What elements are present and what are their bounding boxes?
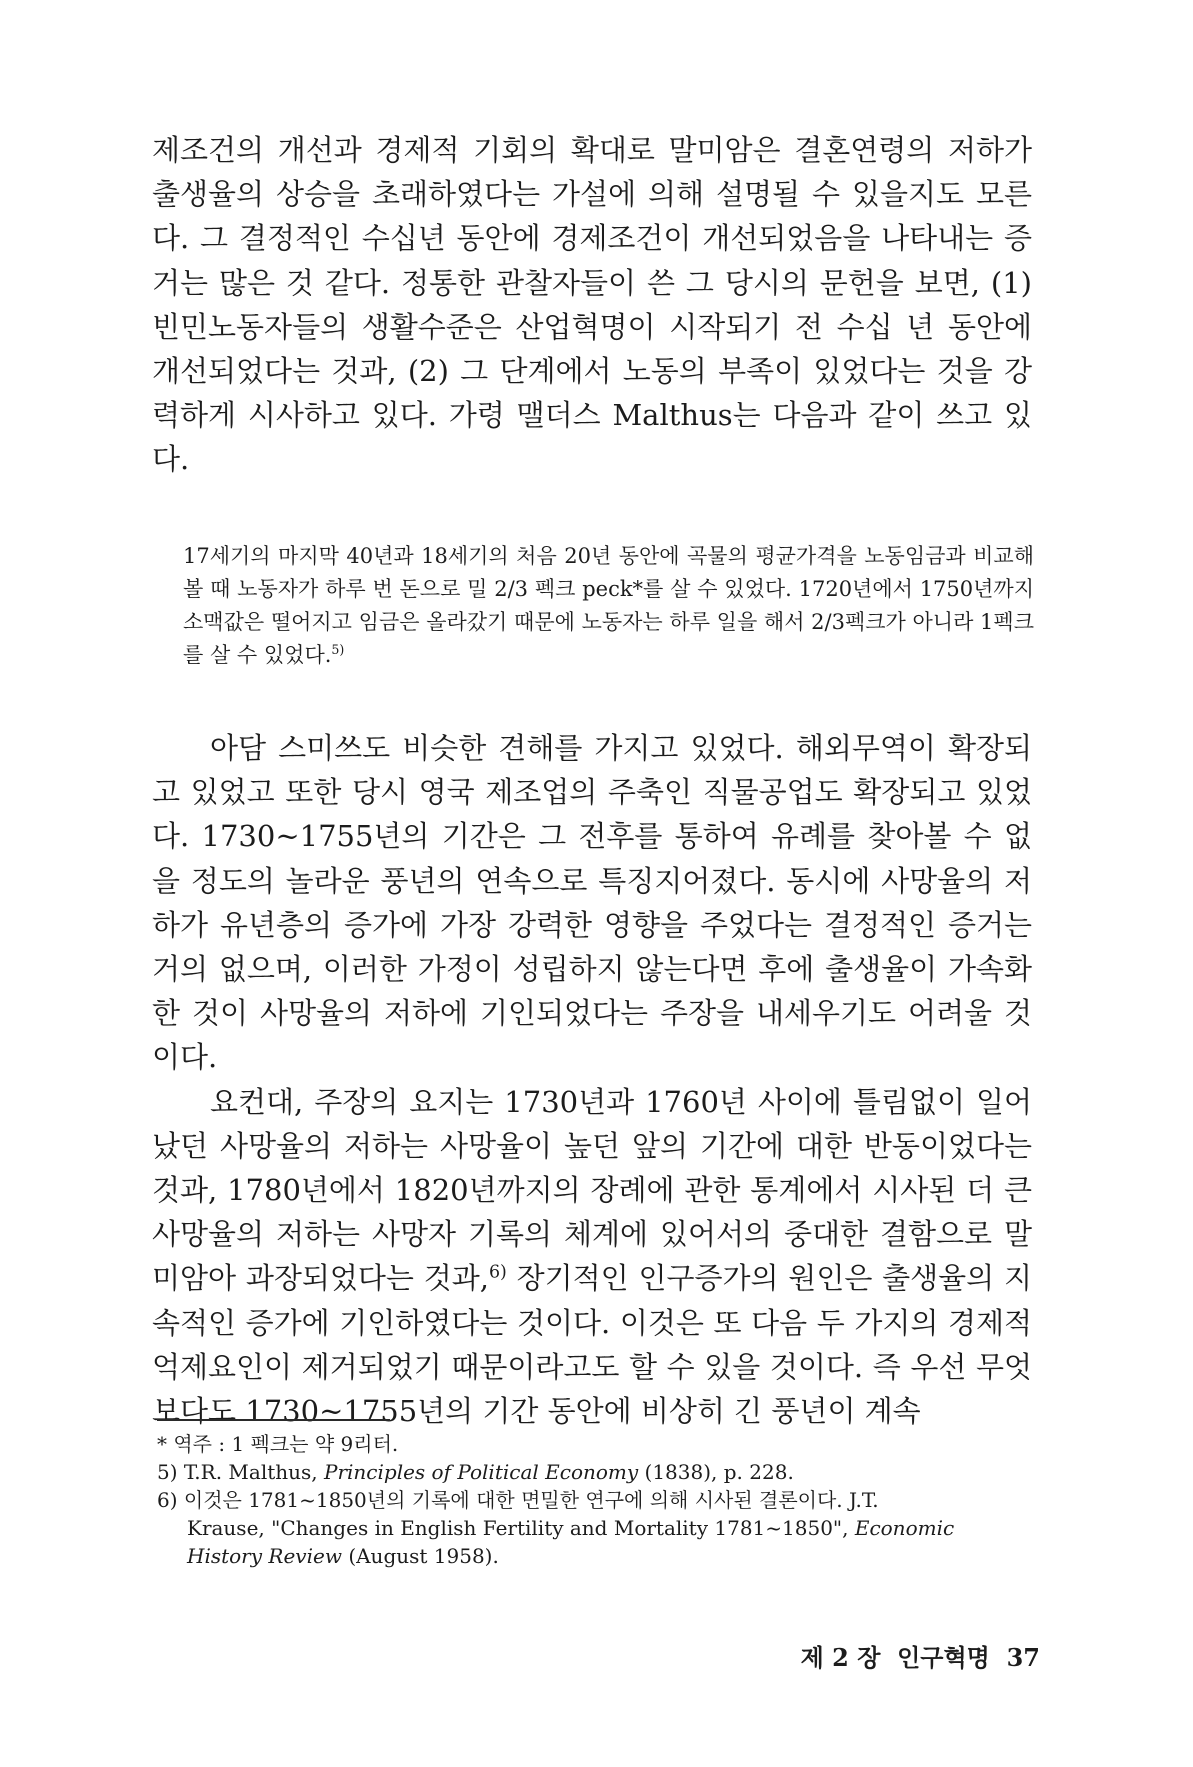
footnote-5-number: 5) [157, 1460, 178, 1484]
paragraph-2: 아담 스미쓰도 비슷한 견해를 가지고 있었다. 해외무역이 확장되고 있었고 또한 당시 영국 제조업의 주축인 직물공업도 확장되고 있었다. 1730~1755년의 기간은 그 전후를 통하여 유례를 찾아볼 수 없을 정도의 놀라운 풍년의 연속으로 특징지어졌다. 동시에 사망율의 저하가 유년층의 증가에 가장 강력한 영향을 주었다는 결정적인 증거는 거의 없으며, 이러한 가정이 성립하지 않는다면 후에 출생율이 가속화한 것이 사망율의 저하에 기인되었다는 주장을 내세우기도 어려울 것이다. [152, 731, 1032, 1075]
paragraph-3 [152, 1080, 1032, 1434]
footnotes [157, 1430, 1034, 1570]
footnote-6-text: 이것은 1781~1850년의 기록에 대한 면밀한 연구에 의해 시사된 결론이다. J.T. [183, 1488, 879, 1512]
footnote-6-journal: Economic History Review [187, 1516, 955, 1568]
quote-note-ref: 5) [331, 642, 345, 657]
chapter-title: 인구혁명 [897, 1643, 990, 1672]
paragraph-1: 제조건의 개선과 경제적 기회의 확대로 말미암은 결혼연령의 저하가 출생율의 상승을 초래하였다는 가설에 의해 설명될 수 있을지도 모른다. 그 결정적인 수십년 동안에 경제조건이 개선되었음을 나타내는 증거는 많은 것 같다. 정통한 관찰자들이 쓴 그 당시의 문헌을 보면, (1) 빈민노동자들의 생활수준은 산업혁명이 시작되기 전 수십 년 동안에 개선되었다는 것과, (2) 그 단계에서 노동의 부족이 있었다는 것을 강력하게 시사하고 있다. 가령 맬더스 Malthus는 다음과 같이 쓰고 있다. [152, 133, 1032, 477]
footnote-5-author: T.R. Malthus, [183, 1460, 318, 1484]
chapter-label: 제 2 장 [800, 1643, 881, 1672]
paragraph-3-note-ref: 6) [488, 1262, 507, 1283]
main-text-continued [152, 726, 1032, 1433]
footnote-5-title: Principles of Political Economy [324, 1460, 639, 1484]
footnote-5 [157, 1458, 1034, 1486]
translator-note: * 역주 : 1 펙크는 약 9리터. [157, 1432, 399, 1456]
block-quote [183, 540, 1034, 672]
page-number: 37 [1006, 1643, 1040, 1672]
footnote-divider [157, 1419, 390, 1421]
paragraph-3-part-b: 장기적인 인구증가의 원인은 출생율의 지속적인 증가에 기인하였다는 것이다. 이것은 또 다음 두 가지의 경제적 억제요인이 제거되었기 때문이라고도 할 수 있을 것이다. 즉 우선 무엇보다도 1730~1755년의 기간 동안에 비상히 긴 풍년이 계속 [152, 1261, 1032, 1429]
footnote-6-date: (August 1958). [348, 1544, 499, 1568]
running-footer [801, 1638, 1040, 1673]
footnote-6-continued [157, 1514, 1034, 1570]
footnote-6 [157, 1486, 1034, 1514]
footnote-5-rest: (1838), p. 228. [644, 1460, 794, 1484]
paragraph-3-part-a: 요컨대, 주장의 요지는 1730년과 1760년 사이에 틀림없이 일어났던 사망율의 저하는 사망율이 높던 앞의 기간에 대한 반동이었다는 것과, 1780년에서 1820년까지의 장례에 관한 통계에서 시사된 더 큰 사망율의 저하는 사망자 기록의 체계에 있어서의 중대한 결함으로 말미암아 과장되었다는 것과, [152, 1084, 1032, 1296]
quote-text: 17세기의 마지막 40년과 18세기의 처음 20년 동안에 곡물의 평균가격을 노동임금과 비교해 볼 때 노동자가 하루 번 돈으로 밀 2/3 펙크 peck*를 살 수 있었다. 1720년에서 1750년까지 소맥값은 떨어지고 임금은 올라갔기 때문에 노동자는 하루 일을 해서 2/3펙크가 아니라 1펙크를 살 수 있었다. [183, 544, 1034, 667]
footnote-6-number: 6) [157, 1488, 178, 1512]
footnote-6-citation: Krause, "Changes in English Fertility and Mortality 1781~1850", [187, 1516, 849, 1540]
